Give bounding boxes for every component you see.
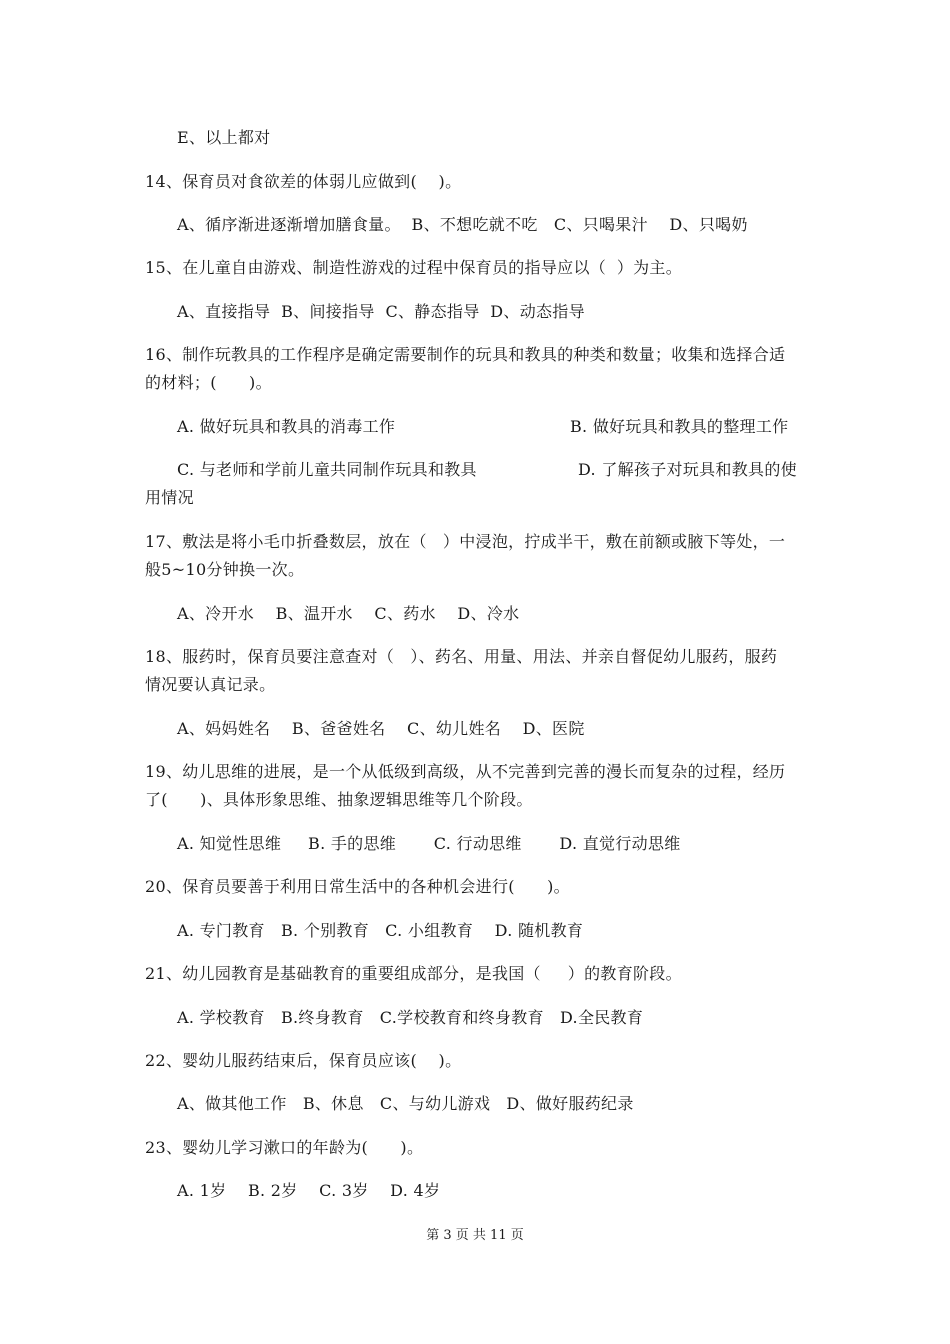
question-17-line-2: 般5~10分钟换一次。 xyxy=(145,560,305,579)
question-21-options: A. 学校教育 B.终身教育 C.学校教育和终身教育 D.全民教育 xyxy=(177,1008,644,1027)
question-14-options: A、循序渐进逐渐增加膳食量。 B、不想吃就不吃 C、只喝果汁 D、只喝奶 xyxy=(177,215,748,234)
question-17-options: A、冷开水 B、温开水 C、药水 D、冷水 xyxy=(177,604,520,623)
question-16-line-2: 的材料；( )。 xyxy=(145,373,272,392)
question-14: 14、保育员对食欲差的体弱儿应做到( )。 xyxy=(145,172,462,191)
question-18-options: A、妈妈姓名 B、爸爸姓名 C、幼儿姓名 D、医院 xyxy=(177,719,585,738)
question-18-line-2: 情况要认真记录。 xyxy=(145,675,276,694)
question-16-line-1: 16、制作玩教具的工作程序是确定需要制作的玩具和教具的种类和数量；收集和选择合适 xyxy=(145,345,786,364)
question-18-line-1: 18、服药时，保育员要注意查对（ ）、药名、用量、用法、并亲自督促幼儿服药，服药 xyxy=(145,647,778,666)
question-16-option-d-cont: 用情况 xyxy=(145,488,194,507)
question-16-option-d: D. 了解孩子对玩具和教具的使 xyxy=(578,460,797,479)
question-20-options: A. 专门教育 B. 个别教育 C. 小组教育 D. 随机教育 xyxy=(177,921,584,940)
question-16-option-b: B. 做好玩具和教具的整理工作 xyxy=(570,417,789,436)
question-20: 20、保育员要善于利用日常生活中的各种机会进行( )。 xyxy=(145,877,570,896)
question-23: 23、婴幼儿学习漱口的年龄为( )。 xyxy=(145,1138,424,1157)
q13-option-e: E、以上都对 xyxy=(177,128,271,147)
question-16-option-c: C. 与老师和学前儿童共同制作玩具和教具 xyxy=(177,460,477,479)
page-footer: 第 3 页 共 11 页 xyxy=(426,1228,524,1243)
question-16-option-a: A. 做好玩具和教具的消毒工作 xyxy=(177,417,396,436)
question-17-line-1: 17、敷法是将小毛巾折叠数层，放在（ ）中浸泡，拧成半干，敷在前额或腋下等处，一 xyxy=(145,532,786,551)
question-22-options: A、做其他工作 B、休息 C、与幼儿游戏 D、做好服药纪录 xyxy=(177,1094,634,1113)
question-23-options: A. 1岁 B. 2岁 C. 3岁 D. 4岁 xyxy=(177,1181,441,1200)
question-19-options: A. 知觉性思维 B. 手的思维 C. 行动思维 D. 直觉行动思维 xyxy=(177,834,681,853)
question-21: 21、幼儿园教育是基础教育的重要组成部分，是我国（ ）的教育阶段。 xyxy=(145,964,682,983)
question-19-line-2: 了( )、具体形象思维、抽象逻辑思维等几个阶段。 xyxy=(145,790,533,809)
question-15-options: A、直接指导 B、间接指导 C、静态指导 D、动态指导 xyxy=(177,302,585,321)
question-19-line-1: 19、幼儿思维的进展，是一个从低级到高级，从不完善到完善的漫长而复杂的过程，经历 xyxy=(145,762,786,781)
question-15: 15、在儿童自由游戏、制造性游戏的过程中保育员的指导应以（ ）为主。 xyxy=(145,258,683,277)
question-22: 22、婴幼儿服药结束后，保育员应该( )。 xyxy=(145,1051,462,1070)
